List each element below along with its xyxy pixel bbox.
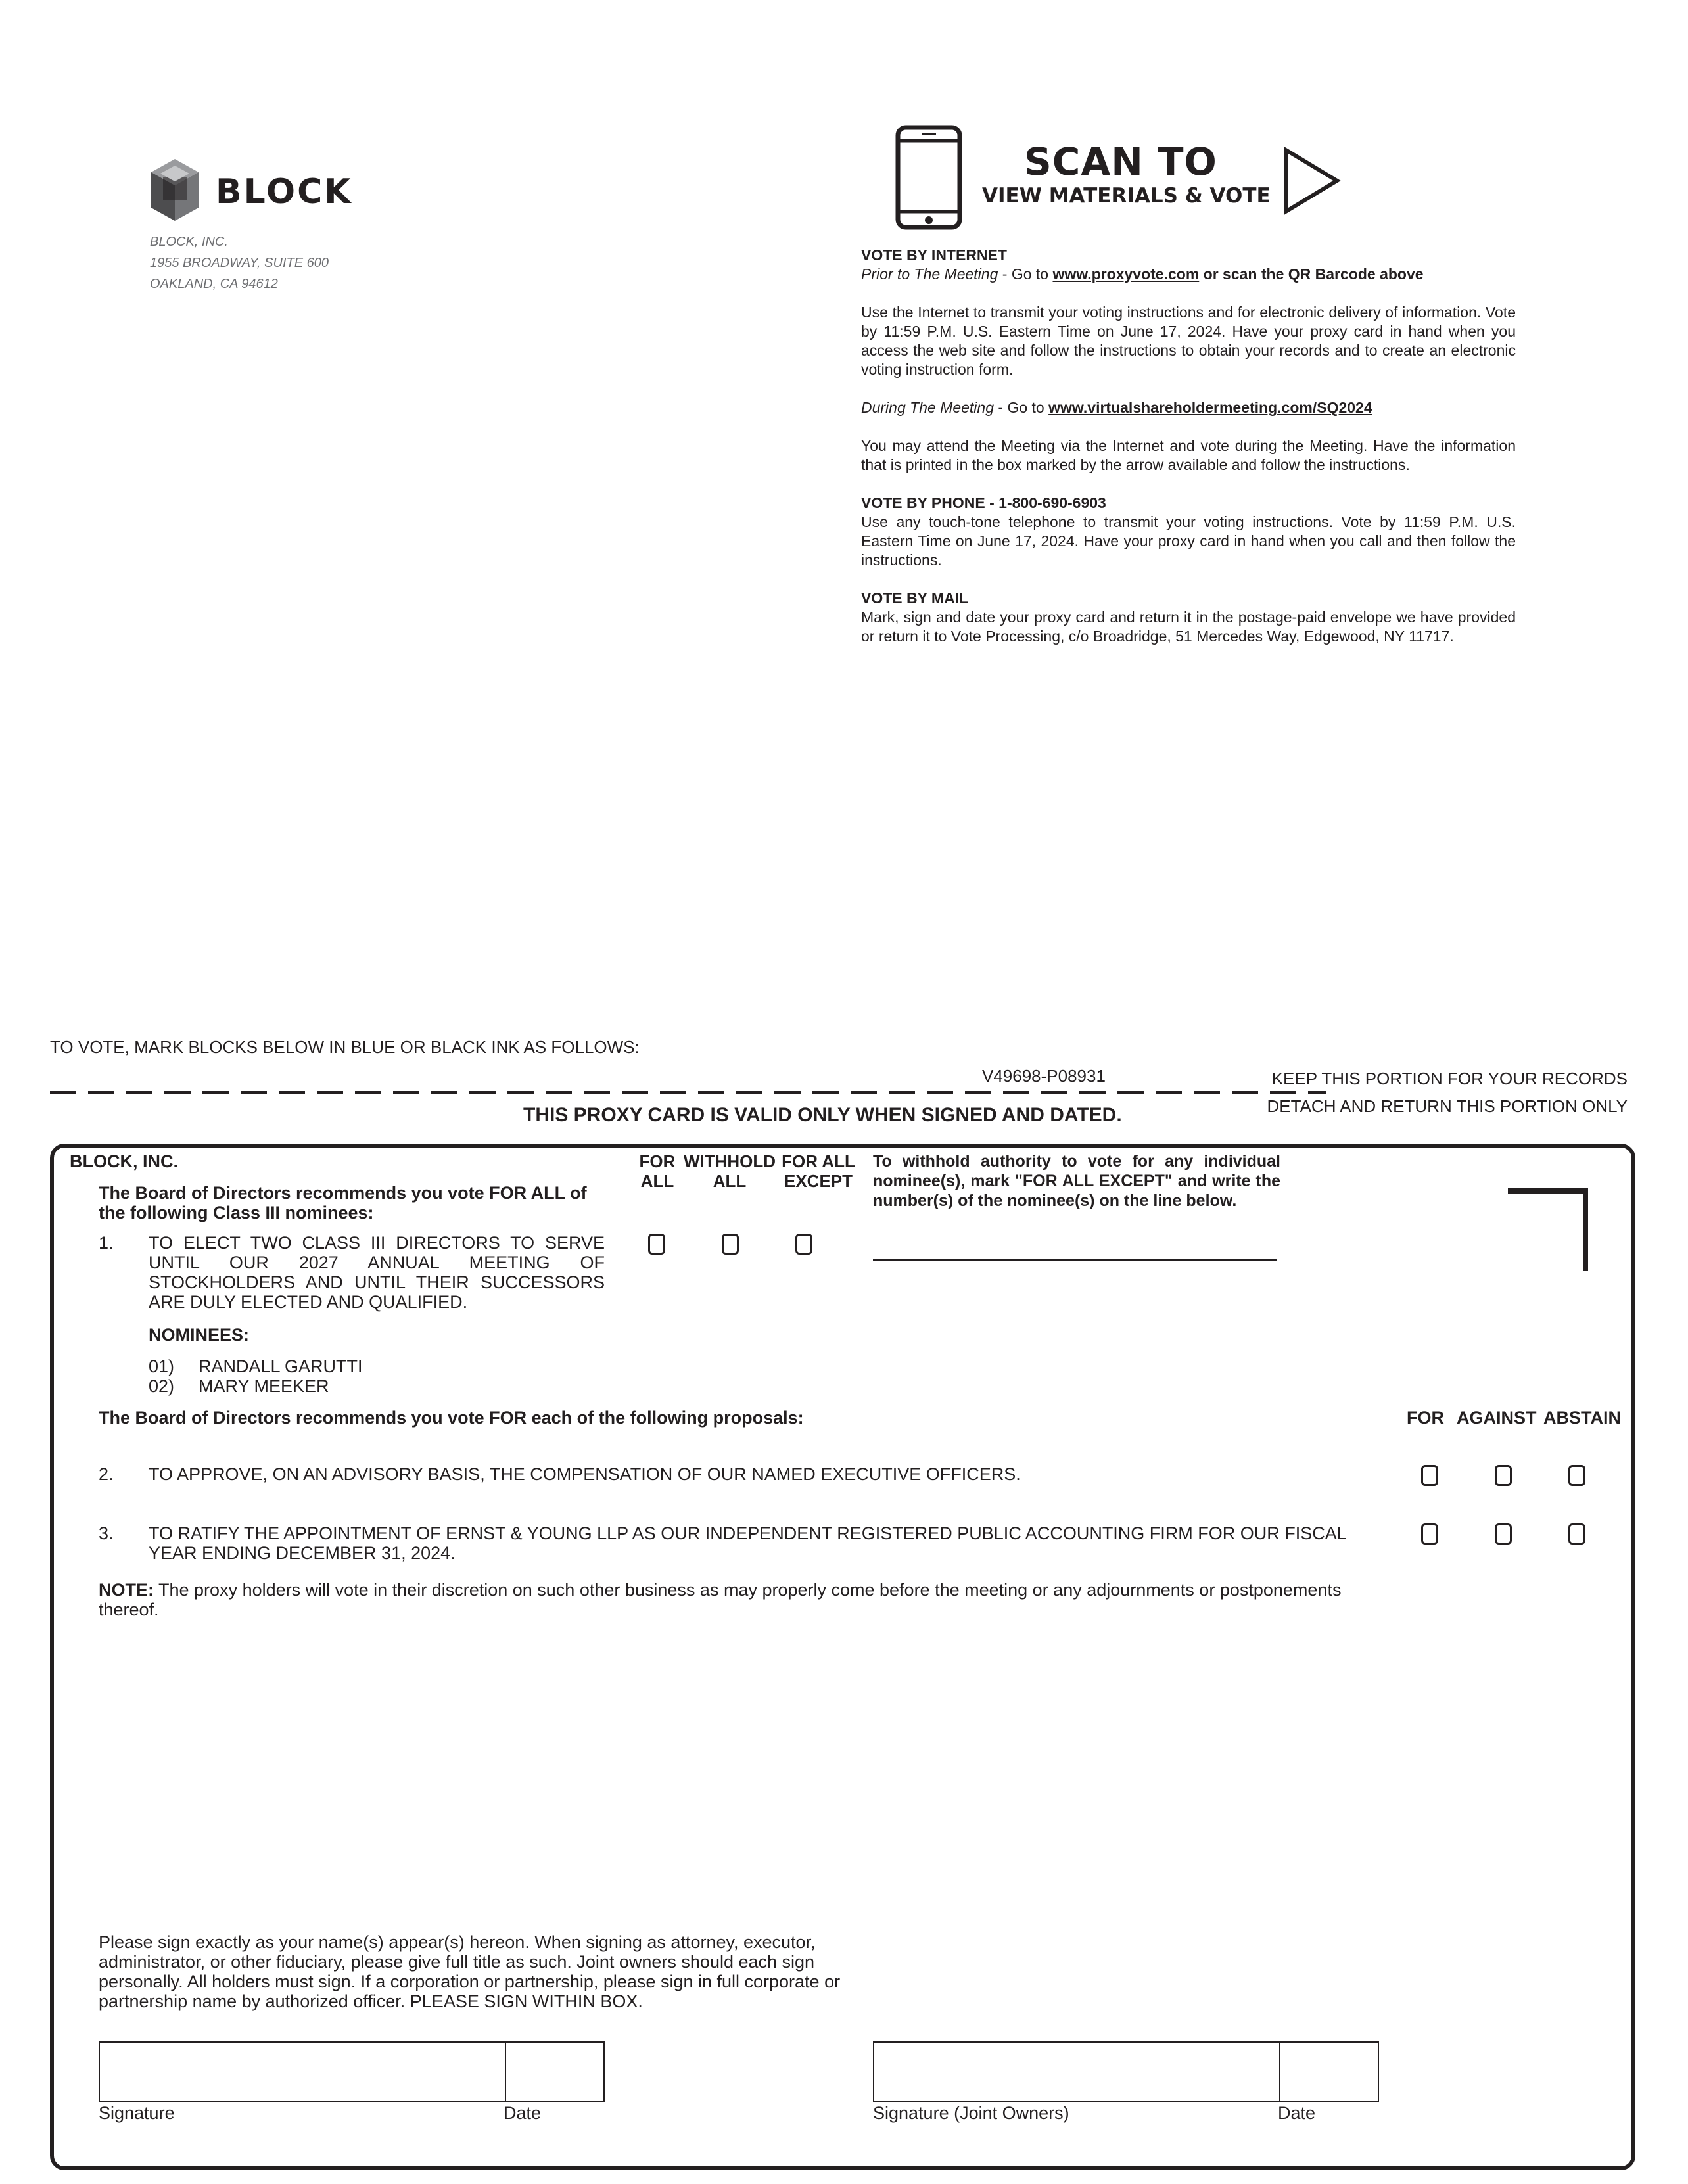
- scan-subtitle: VIEW MATERIALS & VOTE: [982, 184, 1271, 208]
- vote-internet-during: [861, 398, 1516, 417]
- nominee-1-name: RANDALL GARUTTI: [199, 1357, 363, 1376]
- phone-icon: [895, 125, 962, 230]
- board-recommendation-1: The Board of Directors recommends you vote FOR ALL of the following Class III nominees:: [99, 1183, 587, 1222]
- detach-line: [50, 1091, 1326, 1094]
- note: [99, 1580, 1387, 1619]
- nominee-2: [149, 1376, 329, 1397]
- nominee-2-name: MARY MEEKER: [199, 1376, 329, 1396]
- col-for-all: [631, 1151, 684, 1191]
- col-withhold-line2: ALL: [713, 1171, 747, 1191]
- vote-internet-heading: VOTE BY INTERNET: [861, 246, 1007, 264]
- company-address: [150, 231, 329, 294]
- vote-internet-prior: [861, 265, 1516, 284]
- vote-mail-heading: VOTE BY MAIL: [861, 590, 969, 607]
- vote-internet-body: Use the Internet to transmit your voting instructions and for electronic delivery of information. Vote by 11:59 P.M. U.S. Eastern Time on June 17, 2024. Have your proxy card in hand when you access the web site and follow the instructions to obtain your records and to create an electronic voting instruction form.: [861, 304, 1516, 378]
- joint-signature-box[interactable]: [873, 2041, 1379, 2102]
- keep-portion-label: KEEP THIS PORTION FOR YOUR RECORDS: [1271, 1069, 1628, 1088]
- item-2-text: TO APPROVE, ON AN ADVISORY BASIS, THE COMPENSATION OF OUR NAMED EXECUTIVE OFFICERS.: [149, 1464, 1021, 1484]
- item-2-for-checkbox[interactable]: [1421, 1465, 1438, 1486]
- col-withhold-line1: WITHHOLD: [683, 1151, 776, 1171]
- col-except-line1: FOR ALL: [782, 1151, 855, 1171]
- signature-label: Signature: [99, 2103, 175, 2123]
- col-for-all-line1: FOR: [639, 1151, 676, 1171]
- prior-suffix-text: or scan the QR Barcode above: [1199, 266, 1424, 283]
- item-3-abstain-checkbox[interactable]: [1568, 1523, 1585, 1545]
- address-line-2: 1955 BROADWAY, SUITE 600: [150, 256, 329, 270]
- nominee-2-number: 02): [149, 1376, 175, 1396]
- detach-portion-label: DETACH AND RETURN THIS PORTION ONLY: [1267, 1096, 1628, 1116]
- sign-instructions: Please sign exactly as your name(s) appear(s) hereon. When signing as attorney, executor, administrator, or other fiduciary, please give full title as such. Joint owners should each sign personally. All holders must sign. If a corporation or partnership, please sign in full corporate or partnership name by authorized officer. PLEASE SIGN WITHIN BOX.: [99, 1932, 841, 2011]
- item-1-number: 1.: [99, 1233, 114, 1253]
- block-logo-icon: [149, 158, 201, 223]
- nominees-label: NOMINEES:: [149, 1325, 250, 1345]
- control-code: V49698-P08931: [982, 1066, 1106, 1086]
- joint-signature-label: Signature (Joint Owners): [873, 2103, 1069, 2123]
- valid-only-notice: THIS PROXY CARD IS VALID ONLY WHEN SIGNED AND DATED.: [523, 1104, 1122, 1126]
- item-2-number: 2.: [99, 1464, 114, 1484]
- proxyvote-link[interactable]: www.proxyvote.com: [1052, 266, 1200, 283]
- col-for-all-line2: ALL: [640, 1171, 674, 1191]
- date-label: Date: [504, 2103, 542, 2123]
- item-1-for-all-checkbox[interactable]: [648, 1234, 665, 1255]
- col-except-line2: EXCEPT: [784, 1171, 853, 1191]
- vote-instructions: [861, 246, 1516, 646]
- nominee-1: [149, 1357, 363, 1377]
- joint-date-label: Date: [1278, 2103, 1316, 2123]
- col-withhold-all: [677, 1151, 782, 1191]
- note-text: The proxy holders will vote in their discretion on such other business as may properly come before the meeting or any adjournments or postponements thereof.: [99, 1580, 1346, 1619]
- note-label: NOTE:: [99, 1580, 154, 1600]
- item-1-withhold-all-checkbox[interactable]: [722, 1234, 739, 1255]
- item-3-against-checkbox[interactable]: [1495, 1523, 1512, 1545]
- col-for-all-except: [776, 1151, 861, 1191]
- nominee-1-number: 01): [149, 1357, 175, 1376]
- board-recommendation-2: The Board of Directors recommends you vote FOR each of the following proposals:: [99, 1408, 804, 1428]
- scan-title: SCAN TO: [1024, 139, 1217, 184]
- corner-marker: [1505, 1188, 1591, 1274]
- vote-phone-body: Use any touch-tone telephone to transmit your voting instructions. Vote by 11:59 P.M. U.S. Eastern Time on June 17, 2024. Have your proxy card in hand when you call and then follow the instructions.: [861, 513, 1516, 569]
- prior-meeting-label: Prior to The Meeting: [861, 266, 998, 283]
- col-abstain: ABSTAIN: [1543, 1408, 1621, 1428]
- logo-wordmark: BLOCK: [216, 172, 353, 212]
- item-3-for-checkbox[interactable]: [1421, 1523, 1438, 1545]
- address-line-1: BLOCK, INC.: [150, 235, 228, 249]
- item-2-against-checkbox[interactable]: [1495, 1465, 1512, 1486]
- company-logo: [149, 158, 379, 223]
- item-3-number: 3.: [99, 1523, 114, 1543]
- virtual-meeting-link[interactable]: www.virtualshareholdermeeting.com/SQ2024: [1048, 399, 1372, 416]
- col-for: FOR: [1407, 1408, 1444, 1428]
- card-company-name: BLOCK, INC.: [70, 1151, 178, 1171]
- vote-internet-during-body: You may attend the Meeting via the Internet and vote during the Meeting. Have the information that is printed in the box marked by the arrow available and follow the instructions.: [861, 437, 1516, 473]
- item-1-for-all-except-checkbox[interactable]: [795, 1234, 812, 1255]
- col-against: AGAINST: [1457, 1408, 1537, 1428]
- signature-box[interactable]: [99, 2041, 605, 2102]
- arrow-right-icon: [1282, 146, 1341, 216]
- item-3-text: TO RATIFY THE APPOINTMENT OF ERNST & YOUNG LLP AS OUR INDEPENDENT REGISTERED PUBLIC ACCOUNTING FIRM FOR OUR FISCAL YEAR ENDING DECEMBER 31, 2024.: [149, 1523, 1346, 1563]
- during-meeting-label: During The Meeting: [861, 399, 994, 416]
- nominee-exception-line[interactable]: [873, 1259, 1277, 1261]
- item-2-abstain-checkbox[interactable]: [1568, 1465, 1585, 1486]
- item-1-text: TO ELECT TWO CLASS III DIRECTORS TO SERVE UNTIL OUR 2027 ANNUAL MEETING OF STOCKHOLDERS AND UNTIL THEIR SUCCESSORS ARE DULY ELECTED AND QUALIFIED.: [149, 1233, 605, 1312]
- vote-mail-body: Mark, sign and date your proxy card and return it in the postage-paid envelope we have provided or return it to Vote Processing, c/o Broadridge, 51 Mercedes Way, Edgewood, NY 11717.: [861, 609, 1516, 645]
- mark-blocks-instruction: TO VOTE, MARK BLOCKS BELOW IN BLUE OR BLACK INK AS FOLLOWS:: [50, 1037, 640, 1057]
- joint-signature-date-divider: [1279, 2043, 1280, 2101]
- withhold-instructions: To withhold authority to vote for any individual nominee(s), mark "FOR ALL EXCEPT" and write the number(s) of the nominee(s) on the line below.: [873, 1152, 1280, 1210]
- address-line-3: OAKLAND, CA 94612: [150, 277, 278, 291]
- signature-date-divider: [505, 2043, 506, 2101]
- prior-goto-text: - Go to: [998, 266, 1053, 283]
- vote-phone-heading: VOTE BY PHONE - 1-800-690-6903: [861, 494, 1106, 511]
- during-goto-text: - Go to: [994, 399, 1049, 416]
